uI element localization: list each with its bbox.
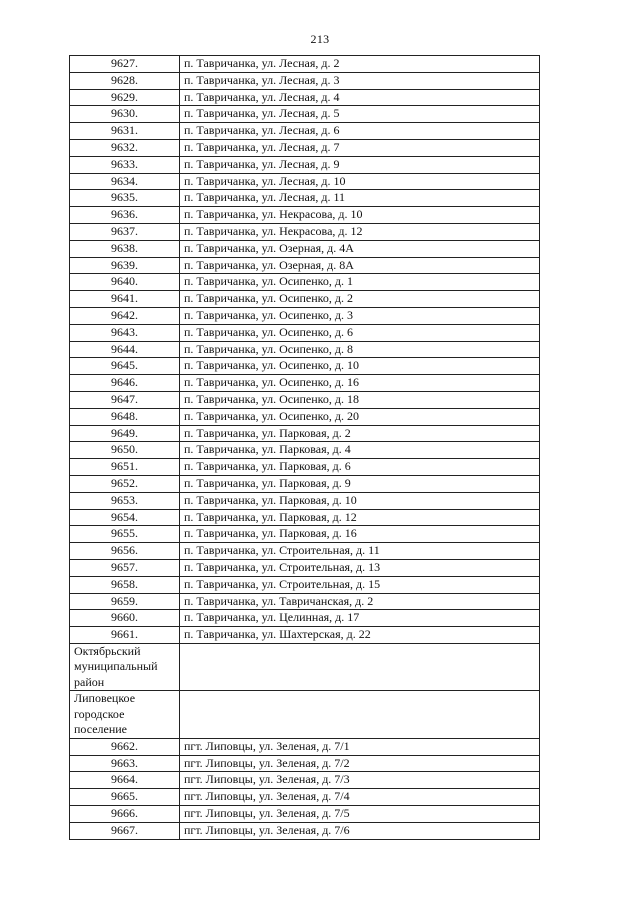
table-row: [70, 610, 540, 627]
row-number: 9640.: [70, 274, 180, 291]
row-address: п. Тавричанка, ул. Осипенко, д. 10: [180, 358, 540, 375]
table-row: [70, 509, 540, 526]
row-number: 9641.: [70, 291, 180, 308]
row-address: п. Тавричанка, ул. Осипенко, д. 6: [180, 324, 540, 341]
row-number: 9634.: [70, 173, 180, 190]
row-address: п. Тавричанка, ул. Парковая, д. 6: [180, 459, 540, 476]
table-row: [70, 627, 540, 644]
table-row: [70, 425, 540, 442]
table-row: [70, 56, 540, 73]
row-address: п. Тавричанка, ул. Озерная, д. 4А: [180, 240, 540, 257]
table-row: [70, 772, 540, 789]
row-number: 9666.: [70, 806, 180, 823]
row-address: п. Тавричанка, ул. Лесная, д. 7: [180, 139, 540, 156]
row-address: п. Тавричанка, ул. Осипенко, д. 1: [180, 274, 540, 291]
table-row: [70, 106, 540, 123]
row-address: п. Тавричанка, ул. Осипенко, д. 2: [180, 291, 540, 308]
row-address: пгт. Липовцы, ул. Зеленая, д. 7/6: [180, 822, 540, 839]
row-address: п. Тавричанка, ул. Строительная, д. 11: [180, 543, 540, 560]
row-number: 9653.: [70, 492, 180, 509]
row-address: п. Тавричанка, ул. Лесная, д. 5: [180, 106, 540, 123]
row-number: 9647.: [70, 391, 180, 408]
table-row: [70, 806, 540, 823]
row-address: п. Тавричанка, ул. Лесная, д. 10: [180, 173, 540, 190]
section-row-settlement: [70, 691, 540, 739]
row-number: 9659.: [70, 593, 180, 610]
table-row: [70, 72, 540, 89]
row-number: 9642.: [70, 307, 180, 324]
row-address: п. Тавричанка, ул. Парковая, д. 10: [180, 492, 540, 509]
row-address: пгт. Липовцы, ул. Зеленая, д. 7/1: [180, 738, 540, 755]
row-number: 9656.: [70, 543, 180, 560]
settlement-line-2: городское: [74, 706, 125, 721]
table-row: [70, 89, 540, 106]
table-row: [70, 475, 540, 492]
row-address: пгт. Липовцы, ул. Зеленая, д. 7/5: [180, 806, 540, 823]
table-body-lipovtsy: [70, 738, 540, 839]
table-row: [70, 223, 540, 240]
row-number: 9628.: [70, 72, 180, 89]
row-address: п. Тавричанка, ул. Осипенко, д. 16: [180, 375, 540, 392]
table-row: [70, 207, 540, 224]
row-address: п. Тавричанка, ул. Осипенко, д. 20: [180, 408, 540, 425]
row-address: п. Тавричанка, ул. Парковая, д. 4: [180, 442, 540, 459]
row-number: 9643.: [70, 324, 180, 341]
section-empty-cell: [180, 643, 540, 691]
table-row: [70, 375, 540, 392]
table-row: [70, 543, 540, 560]
section-empty-cell: [180, 691, 540, 739]
table-section-rows: [70, 643, 540, 738]
row-number: 9630.: [70, 106, 180, 123]
table-row: [70, 492, 540, 509]
table-row: [70, 324, 540, 341]
section-label-settlement: [70, 691, 180, 739]
row-number: 9660.: [70, 610, 180, 627]
table-row: [70, 559, 540, 576]
row-address: п. Тавричанка, ул. Тавричанская, д. 2: [180, 593, 540, 610]
row-address: п. Тавричанка, ул. Лесная, д. 9: [180, 156, 540, 173]
district-line-3: район: [74, 674, 105, 689]
table-row: [70, 274, 540, 291]
row-address: п. Тавричанка, ул. Осипенко, д. 18: [180, 391, 540, 408]
table-row: [70, 190, 540, 207]
settlement-line-1: Липовецкое: [74, 691, 136, 706]
row-number: 9657.: [70, 559, 180, 576]
settlement-line-3: поселение: [74, 722, 128, 737]
table-row: [70, 139, 540, 156]
row-number: 9627.: [70, 56, 180, 73]
table-row: [70, 291, 540, 308]
row-address: п. Тавричанка, ул. Парковая, д. 12: [180, 509, 540, 526]
row-address: п. Тавричанка, ул. Лесная, д. 11: [180, 190, 540, 207]
table-row: [70, 358, 540, 375]
row-number: 9651.: [70, 459, 180, 476]
row-address: п. Тавричанка, ул. Строительная, д. 15: [180, 576, 540, 593]
row-number: 9667.: [70, 822, 180, 839]
row-number: 9654.: [70, 509, 180, 526]
row-number: 9639.: [70, 257, 180, 274]
page-number: 213: [310, 32, 330, 46]
row-number: 9629.: [70, 89, 180, 106]
row-address: п. Тавричанка, ул. Парковая, д. 9: [180, 475, 540, 492]
row-number: 9636.: [70, 207, 180, 224]
row-address: п. Тавричанка, ул. Шахтерская, д. 22: [180, 627, 540, 644]
row-number: 9662.: [70, 738, 180, 755]
row-address: п. Тавричанка, ул. Парковая, д. 16: [180, 526, 540, 543]
row-number: 9664.: [70, 772, 180, 789]
row-address: п. Тавричанка, ул. Парковая, д. 2: [180, 425, 540, 442]
table-row: [70, 173, 540, 190]
table-row: [70, 156, 540, 173]
row-address: п. Тавричанка, ул. Озерная, д. 8А: [180, 257, 540, 274]
table-row: [70, 593, 540, 610]
row-number: 9637.: [70, 223, 180, 240]
table-row: [70, 307, 540, 324]
row-number: 9661.: [70, 627, 180, 644]
row-number: 9649.: [70, 425, 180, 442]
row-number: 9648.: [70, 408, 180, 425]
table-row: [70, 442, 540, 459]
row-number: 9644.: [70, 341, 180, 358]
table-row: [70, 738, 540, 755]
row-address: пгт. Липовцы, ул. Зеленая, д. 7/2: [180, 755, 540, 772]
row-address: п. Тавричанка, ул. Лесная, д. 2: [180, 56, 540, 73]
row-number: 9655.: [70, 526, 180, 543]
row-address: п. Тавричанка, ул. Осипенко, д. 8: [180, 341, 540, 358]
row-number: 9646.: [70, 375, 180, 392]
table-row: [70, 341, 540, 358]
table-body-tavrichanka: [70, 56, 540, 644]
row-address: п. Тавричанка, ул. Некрасова, д. 10: [180, 207, 540, 224]
table-row: [70, 459, 540, 476]
row-address: п. Тавричанка, ул. Целинная, д. 17: [180, 610, 540, 627]
table-row: [70, 240, 540, 257]
row-address: п. Тавричанка, ул. Лесная, д. 6: [180, 123, 540, 140]
row-number: 9652.: [70, 475, 180, 492]
table-row: [70, 755, 540, 772]
section-row-district: [70, 643, 540, 691]
row-address: п. Тавричанка, ул. Лесная, д. 3: [180, 72, 540, 89]
row-address: п. Тавричанка, ул. Некрасова, д. 12: [180, 223, 540, 240]
district-line-1: Октябрьский: [74, 643, 141, 658]
table-row: [70, 789, 540, 806]
address-table: [69, 55, 540, 840]
table-row: [70, 526, 540, 543]
row-number: 9658.: [70, 576, 180, 593]
row-number: 9632.: [70, 139, 180, 156]
row-address: пгт. Липовцы, ул. Зеленая, д. 7/4: [180, 789, 540, 806]
row-number: 9635.: [70, 190, 180, 207]
row-number: 9665.: [70, 789, 180, 806]
table-row: [70, 123, 540, 140]
row-number: 9638.: [70, 240, 180, 257]
section-label-district: [70, 643, 180, 691]
table-row: [70, 822, 540, 839]
row-number: 9663.: [70, 755, 180, 772]
row-number: 9650.: [70, 442, 180, 459]
table-row: [70, 576, 540, 593]
row-number: 9633.: [70, 156, 180, 173]
row-address: п. Тавричанка, ул. Лесная, д. 4: [180, 89, 540, 106]
row-number: 9645.: [70, 358, 180, 375]
table-row: [70, 391, 540, 408]
row-address: п. Тавричанка, ул. Осипенко, д. 3: [180, 307, 540, 324]
table-row: [70, 257, 540, 274]
row-address: п. Тавричанка, ул. Строительная, д. 13: [180, 559, 540, 576]
district-line-2: муниципальный: [74, 659, 158, 674]
row-address: пгт. Липовцы, ул. Зеленая, д. 7/3: [180, 772, 540, 789]
table-row: [70, 408, 540, 425]
row-number: 9631.: [70, 123, 180, 140]
